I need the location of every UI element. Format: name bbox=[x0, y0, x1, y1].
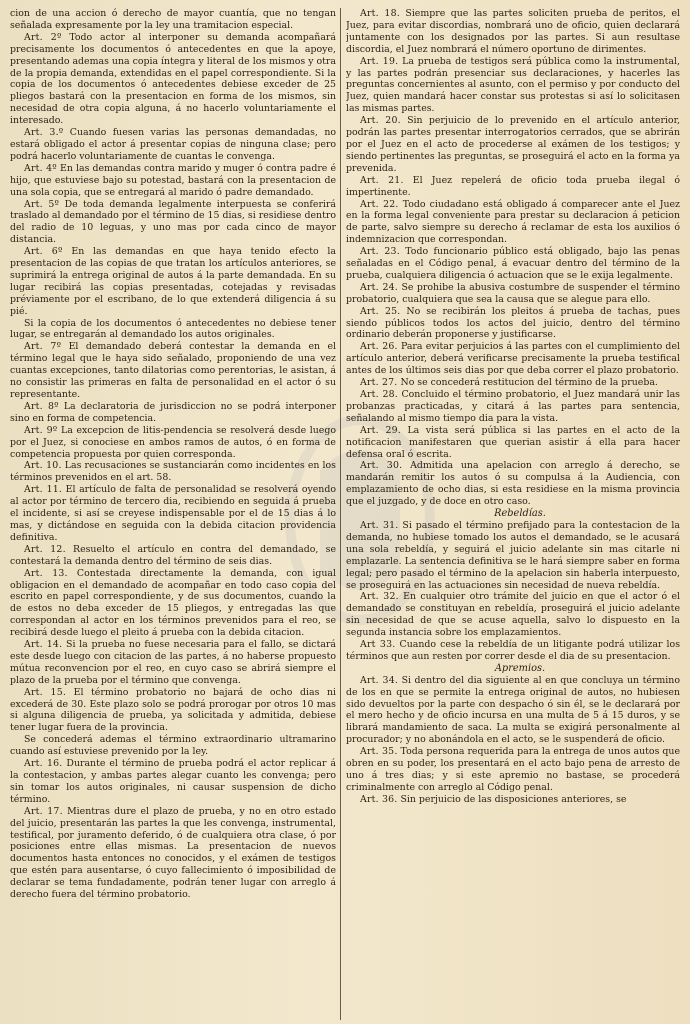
article-text: Si pasado el término prefijado para la contestacion de la demanda, no hubiese tomado los autos el demandado, se le acusará una sola rebeldía, y seguirá el juicio adelante sin mas citarle ni emplazarle. La sentencia definitiva se le hará siempre saber en forma legal; pero pasado el término de la apelacion sin haberla interpuesto, se proseguirá en las actuaciones sin necesidad de nueva rebeldía. bbox=[346, 519, 680, 591]
article-text: Sin perjuicio de lo prevenido en el artículo anterior, podrán las partes presentar interrogatorios cerrados, que se abrirán por el Juez en el acto de procederse al exámen de los testigos; y siendo pertinentes las preguntas, se proseguirá el acto en la forma ya prevenida. bbox=[346, 115, 680, 174]
article-paragraph bbox=[10, 163, 336, 199]
article-number: Art. 27. bbox=[360, 377, 398, 389]
article-paragraph bbox=[346, 377, 680, 389]
article-text: Se prohibe la abusiva costumbre de suspender el término probatorio, cualquiera que sea la causa que se alegue para ello. bbox=[346, 281, 680, 305]
article-text: Mientras dure el plazo de prueba, y no en otro estado del juicio, presentarán las partes la que les convenga, instrumental, testifical, por juramento deferido, ó de cualquiera otra clase, ó por posiciones entre ellas mismas. La presentacion de nuevos documentos hasta entonces no conocidos, y el exámen de testigos que estén para ausentarse, ó cuyo fallecimiento ó imposibilidad de declarar se tema fundadamente, podrán tener lugar con arreglo á derecho fuera del término probatorio. bbox=[10, 805, 336, 901]
article-number: Art. 35. bbox=[360, 746, 398, 758]
article-number: Art. 30. bbox=[360, 460, 403, 472]
article-number: Art. 3.º bbox=[24, 127, 64, 139]
article-paragraph bbox=[346, 794, 680, 806]
article-paragraph bbox=[346, 56, 680, 116]
article-number: Art. 29. bbox=[360, 424, 401, 436]
article-number: Art. 14. bbox=[24, 639, 63, 651]
article-paragraph bbox=[346, 199, 680, 247]
article-number: Art. 4º bbox=[24, 162, 57, 174]
article-number: Art. 8º bbox=[24, 400, 59, 412]
article-paragraph bbox=[10, 425, 336, 461]
article-paragraph bbox=[10, 460, 336, 484]
article-paragraph bbox=[346, 460, 680, 508]
article-number: Art. 22. bbox=[360, 198, 399, 210]
article-text: Toda persona requerida para la entrega de unos autos que obren en su poder, los presentará en el acto bajo pena de arresto de uno á tres dias; y si este apremio no bastase, se procederá criminalmente con arreglo al Código penal. bbox=[346, 746, 680, 793]
article-paragraph bbox=[346, 675, 680, 746]
article-paragraph bbox=[10, 687, 336, 735]
article-text: Concluido el término probatorio, el Juez mandará unir las probanzas practicadas, y citará á las partes para sentencia, señalando al mismo tiempo dia para la vista. bbox=[346, 389, 680, 424]
article-number: Art. 5º bbox=[24, 198, 60, 210]
article-paragraph bbox=[346, 389, 680, 425]
article-paragraph bbox=[346, 520, 680, 591]
article-paragraph bbox=[10, 341, 336, 401]
article-text: Cuando cese la rebeldía de un litigante podrá utilizar los términos que aun resten por correr desde el dia de su presentacion. bbox=[346, 639, 680, 662]
article-paragraph bbox=[346, 425, 680, 461]
article-paragraph bbox=[346, 639, 680, 663]
article-number: Art. 26. bbox=[360, 341, 398, 353]
article-number: Art. 34. bbox=[360, 674, 399, 686]
article-paragraph bbox=[10, 32, 336, 127]
section-heading: Rebeldías. bbox=[494, 508, 546, 520]
article-text: Todo ciudadano está obligado á comparecer ante el Juez en la forma legal conveniente para prestar su declaracion á peticion de parte, salvo siempre su derecho á reclamar de esta los auxilios ó indemnizacion que correspondan. bbox=[346, 198, 680, 246]
article-paragraph bbox=[10, 318, 336, 342]
right-column bbox=[346, 8, 680, 1024]
article-text: Siempre que las partes soliciten prueba de peritos, el Juez, para evitar discordias, nombrará uno de oficio, quien declarará juntamente con los designados por las partes. Si aun resultase discordia, el Juez nombrará el número oportuno de dirimentes. bbox=[346, 8, 680, 55]
article-number: Art. 9º bbox=[24, 424, 58, 436]
article-number: Art. 2º bbox=[24, 31, 62, 43]
left-column bbox=[10, 8, 336, 1024]
article-paragraph bbox=[346, 246, 680, 282]
article-number: Art. 11. bbox=[24, 484, 63, 496]
article-paragraph bbox=[10, 639, 336, 687]
article-text: En cualquier otro trámite del juicio en que el actor ó el demandado se constituyan en rebeldía, proseguirá el juicio adelante sin necesidad de que se acuse aquella, salvo lo dispuesto en la segunda instancia sobre los emplazamientos. bbox=[346, 591, 680, 639]
article-paragraph bbox=[346, 306, 680, 342]
article-number: Art. 13. bbox=[24, 567, 68, 579]
article-paragraph bbox=[346, 8, 680, 56]
article-number: Art. 19. bbox=[360, 55, 399, 67]
article-number: Art. 28. bbox=[360, 389, 398, 400]
article-number: Art. 12. bbox=[24, 543, 66, 555]
article-number: Art. 15. bbox=[24, 686, 67, 698]
article-text: Durante el término de prueba podrá el actor replicar á la contestacion, y ambas partes alegar cuanto les convenga; pero sin tomar los autos originales, ni causar suspension de dicho término. bbox=[10, 758, 336, 805]
column-divider bbox=[340, 8, 341, 1020]
article-text: Sin perjuicio de las disposiciones anteriores, se bbox=[400, 793, 627, 805]
article-text: El artículo de falta de personalidad se resolverá oyendo al actor por término de tercero dia, recibiendo en seguida á prueba el incidente, si así se creyese indispensable por el de 15 dias á lo mas, y dictándose en seguida con la debida citacion providencia definitiva. bbox=[10, 484, 336, 543]
article-number: Art. 25. bbox=[360, 305, 401, 317]
article-number: Art. 31. bbox=[360, 519, 399, 531]
article-number: Art. 32. bbox=[360, 591, 399, 603]
article-text: El término probatorio no bajará de ocho dias ni excederá de 30. Este plazo solo se podrá prorogar por otros 10 mas si alguna diligencia de prueba, ya solicitada y admitida, debiese tener lugar fuera de la provincia. bbox=[10, 686, 336, 734]
article-paragraph bbox=[346, 591, 680, 639]
article-paragraph bbox=[10, 568, 336, 639]
article-text: cion de una accion ó derecho de mayor cuantía, que no tengan señalada expresamente por la ley una tramitacion especial. bbox=[10, 8, 336, 31]
article-number: Art. 36. bbox=[360, 793, 398, 805]
article-text: Todo actor al interponer su demanda acompañará precisamente los documentos ó antecedentes en que la apoye, presentando ademas una copia íntegra y literal de los mismos y otra de la propia demanda, extendidas en el papel correspondiente. Si la copia de los documentos ó antecedentes debiese exceder de 25 pliegos bastará con la presentacion en forma de los mismos, sin necesidad de otra copia alguna, á no hacerlo voluntariamente el interesado. bbox=[10, 31, 336, 127]
article-paragraph bbox=[10, 199, 336, 247]
article-number: Art 33. bbox=[360, 639, 396, 651]
article-text: En las demandas en que haya tenido efecto la presentacion de las copias de que tratan los artículos anteriores, se suprimirá la entrega original de autos á la parte demandada. En su lugar recibirá las copias presentadas, cotejadas y revisadas préviamente por el escribano, de lo que extenderá diligencia á su pié. bbox=[10, 246, 336, 317]
article-text: El Juez repelerá de oficio toda prueba ilegal ó impertinente. bbox=[346, 174, 680, 198]
article-text: La vista será pública si las partes en el acto de la notificacion manifestaren que querian asistir á ella para hacer defensa oral ó escrita. bbox=[346, 424, 680, 460]
article-paragraph bbox=[10, 734, 336, 758]
section-heading: Apremios. bbox=[494, 662, 546, 674]
article-number: Art. 7º bbox=[24, 341, 62, 353]
article-text: No se recibirán los pleitos á prueba de tachas, pues siendo públicos todos los actos del juicio, dentro del término ordinario deberán proponerse y justificarse. bbox=[346, 305, 680, 341]
article-paragraph bbox=[346, 341, 680, 377]
article-paragraph bbox=[346, 115, 680, 175]
article-text: La declaratoria de jurisdiccion no se podrá interponer sino en forma de competencia. bbox=[10, 400, 336, 424]
article-number: Art. 17. bbox=[24, 805, 63, 817]
article-text: Todo funcionario público está obligado, bajo las penas señaladas en el Código penal, á evacuar dentro del término de la prueba, cualquiera diligencia ó actuacion que se le exija legalmente. bbox=[346, 246, 680, 281]
article-number: Art. 16. bbox=[24, 758, 63, 770]
article-text: Las recusaciones se sustanciarán como incidentes en los términos prevenidos en el art. 58. bbox=[10, 460, 336, 484]
article-paragraph bbox=[10, 484, 336, 544]
article-text: Resuelto el artículo en contra del demandado, se contestará la demanda dentro del término de seis dias. bbox=[10, 543, 336, 567]
article-paragraph bbox=[10, 544, 336, 568]
article-paragraph bbox=[10, 758, 336, 806]
article-number: Art. 24. bbox=[360, 281, 398, 293]
article-paragraph bbox=[10, 806, 336, 901]
article-paragraph bbox=[10, 401, 336, 425]
article-number: Art. 10. bbox=[24, 460, 62, 472]
article-text: Si la copia de los documentos ó antecedentes no debiese tener lugar, se entregarán al demandado los autos originales. bbox=[10, 317, 336, 341]
article-number: Art. 23. bbox=[360, 246, 400, 258]
article-text: Contestada directamente la demanda, con igual obligacion en el demandado de acompañar en todo caso copia del escrito en papel correspondiente, y de sus documentos, cuando la de estos no deba exceder de 15 pliegos, y entregadas las que correspondan al actor en los términos prevenidos para el reo, se recibirá desde luego el pleito á prueba con la debida citacion. bbox=[10, 567, 336, 639]
article-paragraph bbox=[346, 282, 680, 306]
article-text: La excepcion de litis-pendencia se resolverá desde luego por el Juez, si conociese en ambos ramos de autos, ó en forma de competencia propuesta por quien corresponda. bbox=[10, 424, 336, 460]
article-paragraph bbox=[346, 746, 680, 794]
article-number: Art. 18. bbox=[360, 8, 400, 19]
article-text: No se concederá restitucion del término de la prueba. bbox=[400, 377, 658, 389]
article-number: Art. 21. bbox=[360, 174, 404, 186]
article-text: El demandado deberá contestar la demanda en el término legal que le haya sido señalado, proponiendo de una vez cuantas excepciones, tanto dilatorias como perentorias, le asistan, á no consistir las primeras en falta de personalidad en el actor ó su representante. bbox=[10, 341, 336, 400]
article-text: Admitida una apelacion con arreglo á derecho, se mandarán remitir los autos ó su compulsa á la Audiencia, con emplazamiento de ocho dias, si esta residiese en la misma provincia que el juzgado, y de doce en otro caso. bbox=[346, 460, 680, 508]
article-text: En las demandas contra marido y muger ó contra padre é hijo, que estuviese bajo su potestad, bastará con la presentacion de una sola copia, que se entregará al marido ó padre demandado. bbox=[10, 162, 336, 198]
article-number: Art. 6º bbox=[24, 246, 63, 258]
article-text: Si la prueba no fuese necesaria para el fallo, se dictará este desde luego con citacion de las partes, á no haberse propuesto mútua reconvencion por el reo, en cuyo caso se abrirá siempre el plazo de la prueba por el término que convenga. bbox=[10, 639, 336, 686]
article-paragraph bbox=[10, 8, 336, 32]
article-paragraph bbox=[10, 127, 336, 163]
article-text: Para evitar perjuicios á las partes con el cumplimiento del artículo anterior, deberá verificarse precisamente la prueba testifical antes de los últimos seis dias por que deba correr el plazo probatorio. bbox=[346, 341, 680, 377]
article-text: La prueba de testigos será pública como la instrumental, y las partes podrán presenciar sus declaraciones, y hacerles las preguntas concernientes al asunto, con el permiso y por conducto del Juez, quien mandará hacer constar sus protestas si así lo solicitasen las mismas partes. bbox=[346, 55, 680, 115]
article-paragraph bbox=[10, 246, 336, 317]
article-paragraph bbox=[346, 175, 680, 199]
article-number: Art. 20. bbox=[360, 115, 401, 127]
article-text: Se concederá ademas el término extraordinario ultramarino cuando así estuviese prevenido por la ley. bbox=[10, 734, 336, 758]
article-text: Si dentro del dia siguiente al en que concluya un término de los en que se permite la entrega original de autos, no hubiesen sido devueltos por la parte con despacho ó sin él, se le declarará por el mero hecho y de oficio incursa en una multa de 5 á 15 duros, y se librará mandamiento de saca. La multa se exigirá personalmente al procurador; y no abonándola en el acto, se le suspenderá de oficio. bbox=[346, 674, 680, 746]
article-text: Cuando fuesen varias las personas demandadas, no estará obligado el actor á presentar copias de ninguna clase; pero podrá hacerlo voluntariamente de cuantas le convenga. bbox=[10, 127, 336, 162]
article-text: De toda demanda legalmente interpuesta se conferirá traslado al demandado por el término de 15 dias, si residiese dentro del radio de 10 leguas, y uno mas por cada cinco de mayor distancia. bbox=[10, 198, 336, 246]
